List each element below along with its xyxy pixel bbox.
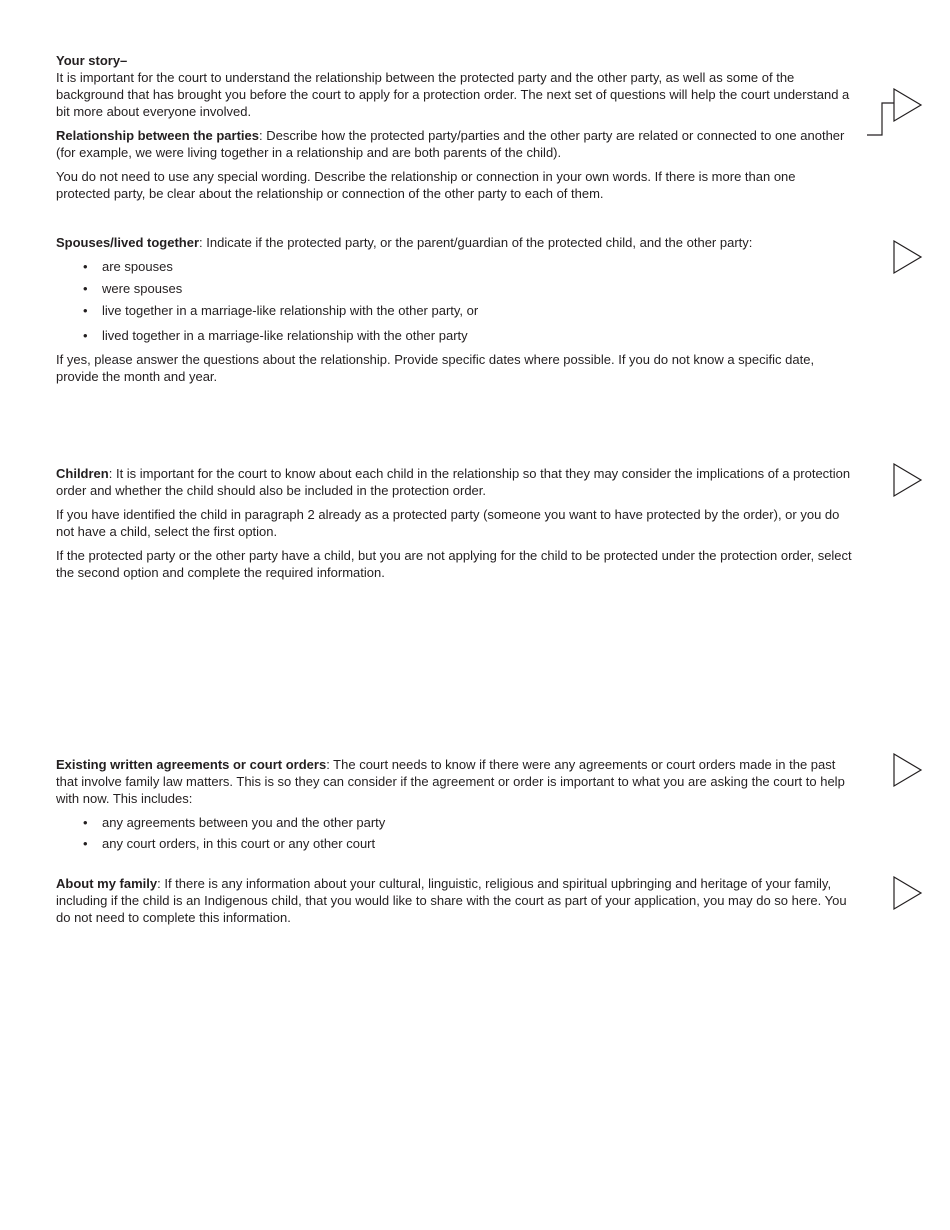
- agreements-label: Existing written agreements or court orders: [56, 757, 327, 772]
- relationship-note: You do not need to use any special wording. Describe the relationship or connection in your own words. If there is more than one protected party, be clear about the relationship or connection of the other party to each of them.: [56, 169, 796, 201]
- spouses-note: If yes, please answer the questions about the relationship. Provide specific dates where possible. If you do not know a specific date, provide the month and year.: [56, 352, 815, 384]
- your-story-heading: Your story–: [56, 53, 128, 68]
- list-item: • were spouses: [56, 280, 852, 297]
- play-triangle-icon: [893, 753, 924, 788]
- play-triangle-icon: [893, 876, 924, 911]
- spouses-section: [56, 234, 852, 385]
- relationship-paragraph: [56, 127, 852, 161]
- your-story-intro: It is important for the court to understand the relationship between the protected party and the other party, as well as some of the background that has brought you before the court to apply for a protection order. The next set of questions will help the court understand a bit more about everyone involved.: [56, 70, 850, 119]
- family-label: About my family: [56, 876, 158, 891]
- children-paragraph: [56, 465, 852, 499]
- spouses-text: : Indicate if the protected party, or the parent/guardian of the protected child, and the other party:: [199, 235, 753, 250]
- relationship-label: Relationship between the parties: [56, 128, 259, 143]
- spouses-label: Spouses/lived together: [56, 235, 200, 250]
- children-note-1: If you have identified the child in paragraph 2 already as a protected party (someone you want to have protected by the order), or you do not have a child, select the first option.: [56, 507, 840, 539]
- children-text: : It is important for the court to know about each child in the relationship so that they may consider the implications of a protection order and whether the child should also be included in the protection order.: [56, 466, 851, 498]
- list-item: • are spouses: [56, 258, 852, 275]
- spouses-list: [56, 258, 852, 344]
- play-triangle-icon: [893, 463, 924, 498]
- corner-connector-icon: [866, 88, 924, 138]
- list-item: • any agreements between you and the other party: [56, 814, 852, 831]
- children-section: [56, 465, 852, 581]
- your-story-section: [56, 52, 852, 202]
- agreements-text: : The court needs to know if there were any agreements or court orders made in the past that involve family law matters. This is so they can consider if the agreement or order is important to what you are asking the court to help with now. This includes:: [56, 757, 845, 806]
- play-triangle-icon: [893, 240, 924, 275]
- relationship-text: : Describe how the protected party/parties and the other party are related or connected to one another (for example, we were living together in a relationship and are both parents of the child).: [56, 128, 845, 160]
- agreements-paragraph: [56, 756, 852, 807]
- agreements-section: [56, 756, 852, 852]
- family-section: [56, 875, 852, 926]
- list-item: • any court orders, in this court or any other court: [56, 835, 852, 852]
- spouses-paragraph: [56, 234, 852, 251]
- family-text: : If there is any information about your cultural, linguistic, religious and spiritual upbringing and heritage of your family, including if the child is an Indigenous child, that you would like to share with the court as part of your application, you may do so here. You do not need to complete this information.: [56, 876, 847, 925]
- list-item: • lived together in a marriage-like relationship with the other party: [56, 327, 852, 344]
- children-note-2: If the protected party or the other party have a child, but you are not applying for the child to be protected under the protection order, select the second option and complete the required information.: [56, 548, 852, 580]
- agreements-list: [56, 814, 852, 852]
- list-item: • live together in a marriage-like relationship with the other party, or: [56, 302, 852, 319]
- family-paragraph: [56, 875, 852, 926]
- children-label: Children: [56, 466, 109, 481]
